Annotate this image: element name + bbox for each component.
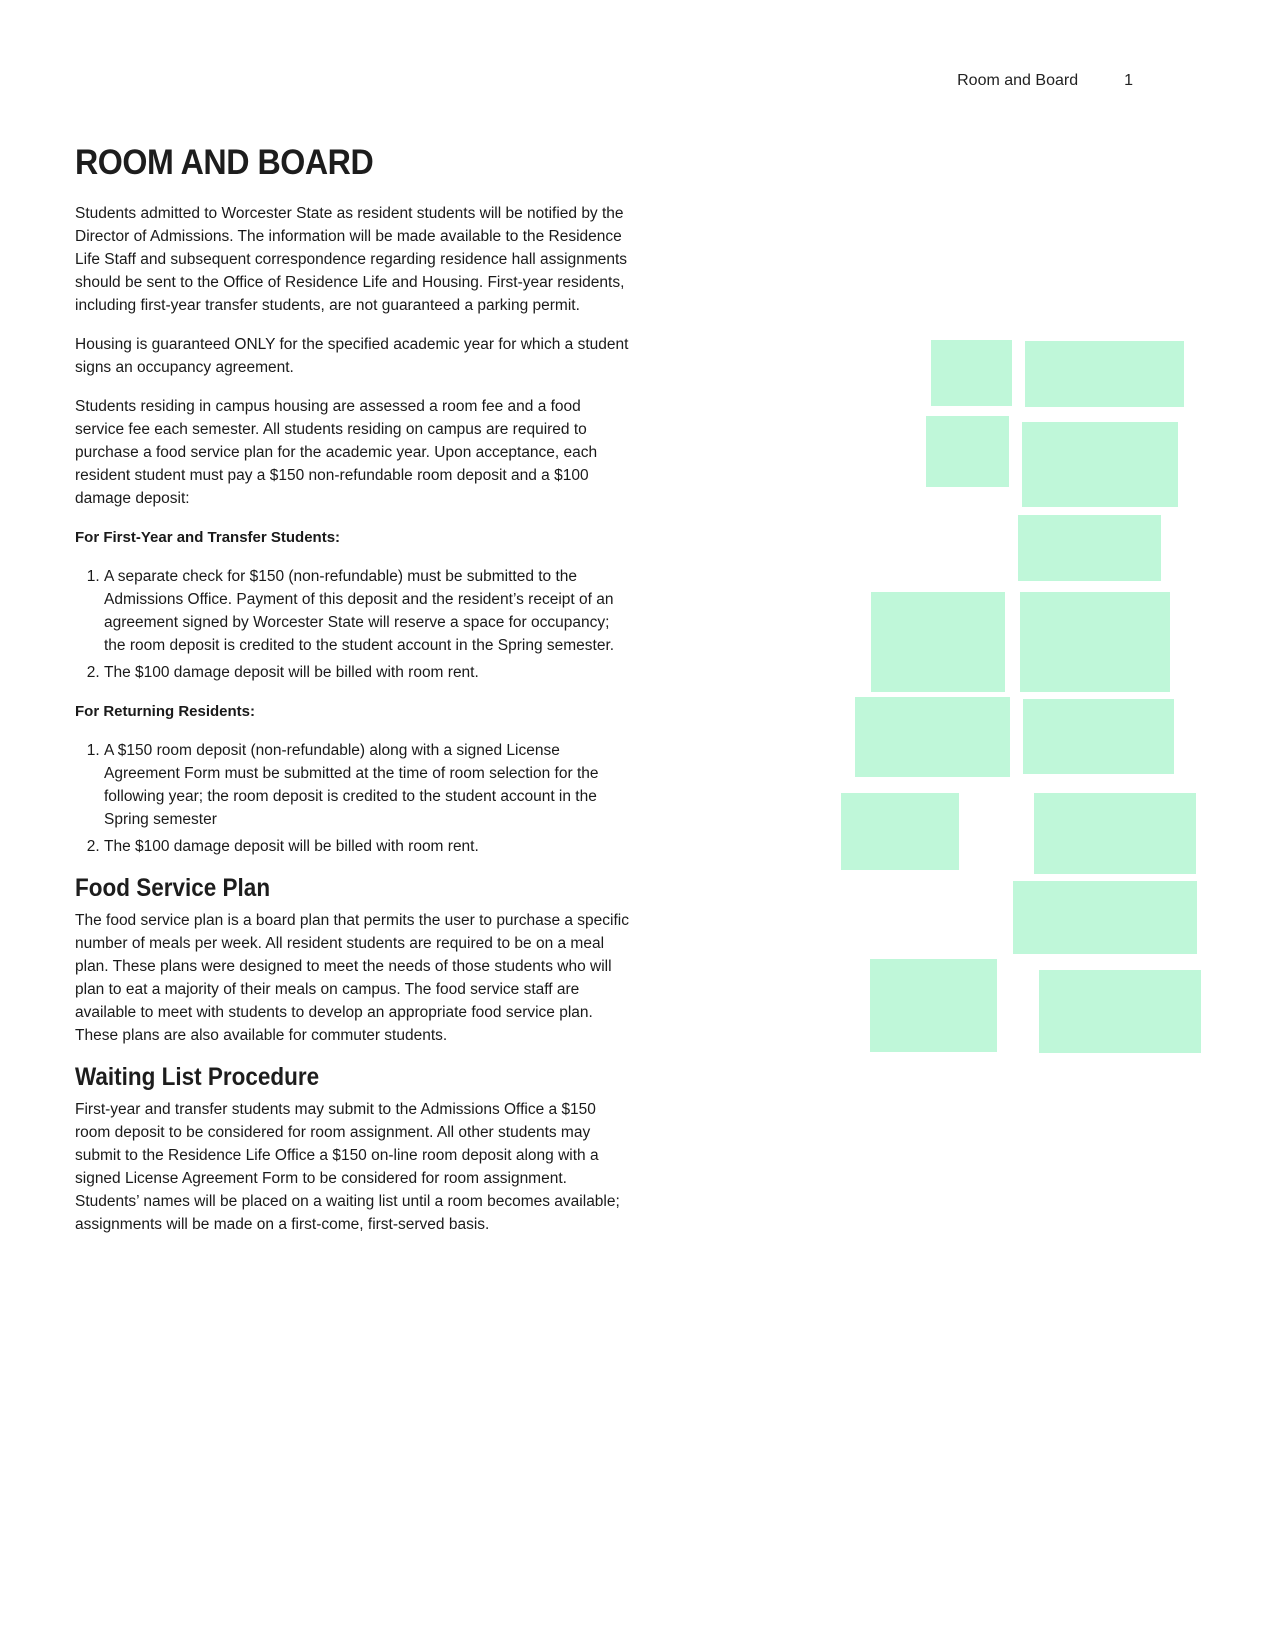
waiting-list-heading: Waiting List Procedure [75,1062,320,1091]
list-item: 1. A separate check for $150 (non-refundable) must be submitted to the Admissions Office. Payment of this deposit and the resident’s receipt of an agreement signed by Worcester State will reserve a space for occupancy; the room deposit is credited to the student account in the Spring semester. [104,565,631,657]
list-item: 2. The $100 damage deposit will be billed with room rent. [104,835,631,858]
figure-block [855,697,1010,777]
page-number: 1 [1124,72,1133,89]
intro-paragraph: Housing is guaranteed ONLY for the specified academic year for which a student signs an occupancy agreement. [75,336,629,376]
returning-heading: For Returning Residents: [75,703,256,720]
food-service-text: The food service plan is a board plan that permits the user to purchase a specific number of meals per week. All resident students are required to be on a meal plan. These plans were designed to meet the needs of those students who will plan to eat a majority of their meals on campus. The food service staff are available to meet with students to develop an appropriate food service plan. These plans are also available for commuter students. [75,911,629,1044]
figure-block [1034,793,1196,874]
main-content [75,142,631,1252]
figure-block [1018,515,1161,581]
figure-block [926,416,1009,487]
waiting-list-text: First-year and transfer students may submit to the Admissions Office a $150 room deposit to be considered for room assignment. All other students may submit to the Residence Life Office a $150 on-line room deposit along with a signed License Agreement Form to be considered for room assignment. Students’ names will be placed on a waiting list until a room becomes available; assignments will be made on a first-come, first-served basis. [75,1100,620,1233]
first-year-list [75,565,631,684]
figure-block [1023,699,1174,774]
list-item: 1. A $150 room deposit (non-refundable) along with a signed License Agreement Form must be submitted at the time of room selection for the following year; the room deposit is credited to the student account in the Spring semester [104,739,631,831]
first-year-heading: For First-Year and Transfer Students: [75,529,341,546]
list-item: 2. The $100 damage deposit will be billed with room rent. [104,661,631,684]
figure-block [870,959,997,1052]
running-header [957,72,1133,90]
returning-list [75,739,631,858]
figure-block [1025,341,1184,407]
figure-block [841,793,959,870]
figure-block [1022,422,1178,507]
figure-block [1039,970,1201,1053]
food-service-heading: Food Service Plan [75,874,271,902]
intro-paragraph: Students admitted to Worcester State as resident students will be notified by the Director of Admissions. The information will be made available to the Residence Life Staff and subsequent correspondence regarding residence hall assignments should be sent to the Office of Residence Life and Housing. First-year residents, including first-year transfer students, are not guaranteed a parking permit. [75,205,628,314]
figure-block [931,340,1012,406]
figure-block [1020,592,1170,692]
intro-paragraph: Students residing in campus housing are assessed a room fee and a food service fee each semester. All students residing on campus are required to purchase a food service plan for the academic year. Upon acceptance, each resident student must pay a $150 non-refundable room deposit and a $100 damage deposit: [75,398,598,507]
figure-block [871,592,1005,692]
figure-block [1013,881,1197,954]
page-title: ROOM AND BOARD [75,143,374,182]
running-title: Room and Board [957,72,1079,89]
